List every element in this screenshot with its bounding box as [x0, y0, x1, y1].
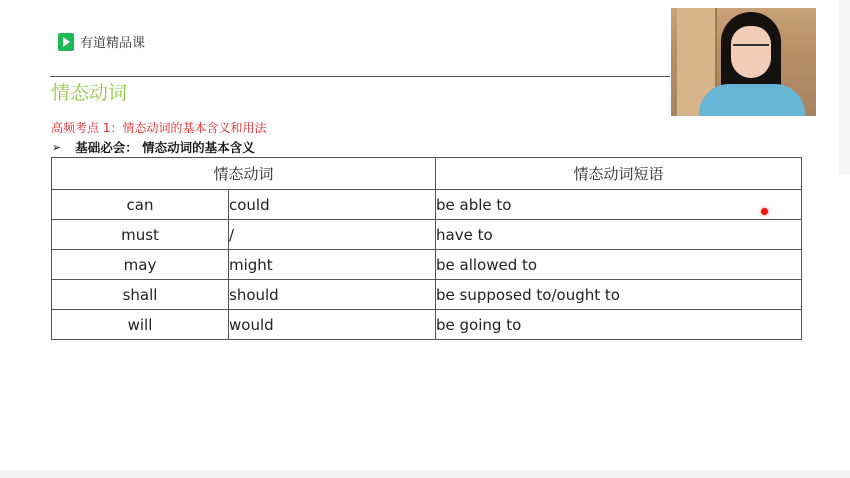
- modal-cell: will: [52, 310, 229, 340]
- table-row: [52, 220, 802, 250]
- subheading: [52, 138, 255, 156]
- bullet-arrow-icon: ➢: [52, 140, 62, 154]
- table-header-row: [52, 158, 802, 190]
- table-row: [52, 310, 802, 340]
- phrase-cell: be able to: [436, 190, 802, 220]
- table-row: [52, 250, 802, 280]
- subheading-text: 基础必会： 情态动词的基本含义: [75, 140, 255, 155]
- modal-cell: may: [52, 250, 229, 280]
- phrase-cell: be going to: [436, 310, 802, 340]
- brand-logo: [58, 32, 145, 51]
- right-edge-panel: [839, 0, 850, 175]
- modal-cell: shall: [52, 280, 229, 310]
- past-form-cell: /: [229, 220, 436, 250]
- header-divider: [50, 76, 670, 77]
- past-form-cell: should: [229, 280, 436, 310]
- table-row: [52, 190, 802, 220]
- presenter-glasses: [733, 44, 769, 54]
- table-row: [52, 280, 802, 310]
- modal-cell: must: [52, 220, 229, 250]
- past-form-cell: could: [229, 190, 436, 220]
- key-point-title: 高频考点 1：情态动词的基本含义和用法: [51, 121, 267, 135]
- play-logo-icon: [58, 33, 74, 51]
- header-modal-verbs: 情态动词: [52, 158, 436, 190]
- phrase-cell: be allowed to: [436, 250, 802, 280]
- brand-name: 有道精品课: [80, 36, 146, 51]
- past-form-cell: would: [229, 310, 436, 340]
- modal-cell: can: [52, 190, 229, 220]
- phrase-cell: be supposed to/ought to: [436, 280, 802, 310]
- presenter-sweater: [699, 84, 805, 116]
- header-modal-phrases: 情态动词短语: [436, 158, 802, 190]
- slide-heading: 情态动词: [51, 82, 128, 104]
- modal-verbs-table: [51, 157, 802, 340]
- past-form-cell: might: [229, 250, 436, 280]
- phrase-cell: have to: [436, 220, 802, 250]
- laser-pointer-icon: [761, 208, 768, 215]
- presenter-webcam: [671, 8, 816, 116]
- bottom-edge: [0, 470, 850, 478]
